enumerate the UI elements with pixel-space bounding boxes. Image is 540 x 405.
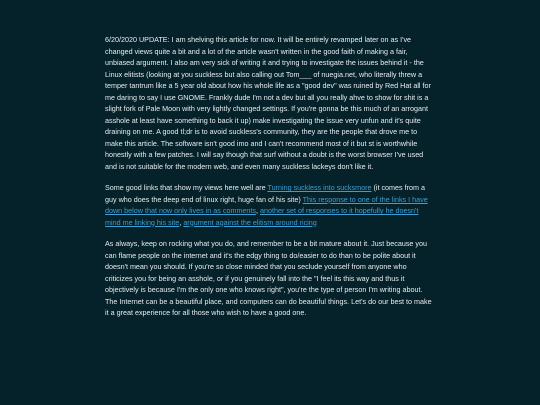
links-mid-text: (it comes from a guy who does the deep end of linux right, huge fan of his site) xyxy=(105,183,425,204)
links-paragraph xyxy=(105,182,434,228)
links-intro-text: Some good links that show my views here well are xyxy=(105,183,268,192)
link-turning-suckless-into-sucksmore[interactable]: Turning suckless into sucksmore xyxy=(267,183,372,192)
update-paragraph: 6/20/2020 UPDATE: I am shelving this article for now. It will be entirely revamped later on as I've changed views quite a bit and a lot of the article wasn't written in the good faith of making a fair, unbiased argument. I also am very sick of writing it and trying to investigate the issues behind it - the Linux elitists (looking at you suckless but also calling out Tom___ of nuegia.net, who literally threw a temper tantrum like a 5 year old about how his whole life as a "good dev" was ruined by Red Hat all for me daring to say I use GNOME. Frankly dude I'm not a dev but all you really ahve to show for shit is a slight fork of Pale Moon with very lightly changed settings. If you're gonna be this much of an arrogant asshole at least have something to back it up) make investigating the issue very unfun and it's quite draining on me. A good tl;dr is to avoid suckless's community, they are the people that drove me to make this article. The software isn't good imo and I can't recommend most of it but st is worthwhile honestly with a few patches. I will say though that surf without a doubt is the worst browser I've used and is not suitable for the modern web, and even many suckless lackeys don't like it. xyxy=(105,35,431,171)
links-separator: , xyxy=(256,206,261,215)
link-response-comments[interactable]: This response to one of the links I have down below that now only lives in as comments xyxy=(105,194,428,215)
article-body xyxy=(105,34,434,329)
link-another-responses[interactable]: another set of responses to it hopefully he doesn't mind me linking his site xyxy=(105,206,419,227)
links-separator-2: , xyxy=(179,217,184,227)
link-argument-against-elitism[interactable]: argument against the elitism around ricing xyxy=(183,217,317,227)
closing-paragraph: As always, keep on rocking what you do, and remember to be a bit mature about it. Just because you can flame people on the internet and it's the edgy thing to do/easier to do than to be polite about it doesn't mean you should. If you're so close minded that you seclude yourself from anyone who criticizes you for being an asshole, or if you genuinely fall into the "I feel its this way and thus it objectively is because I'm the only one who knows right", you're the type of person I'm writing about. The Internet can be a beautiful place, and computers can do beautiful things. Let's do our best to make it a great experience for all those who wish to have a good one. xyxy=(105,239,432,317)
